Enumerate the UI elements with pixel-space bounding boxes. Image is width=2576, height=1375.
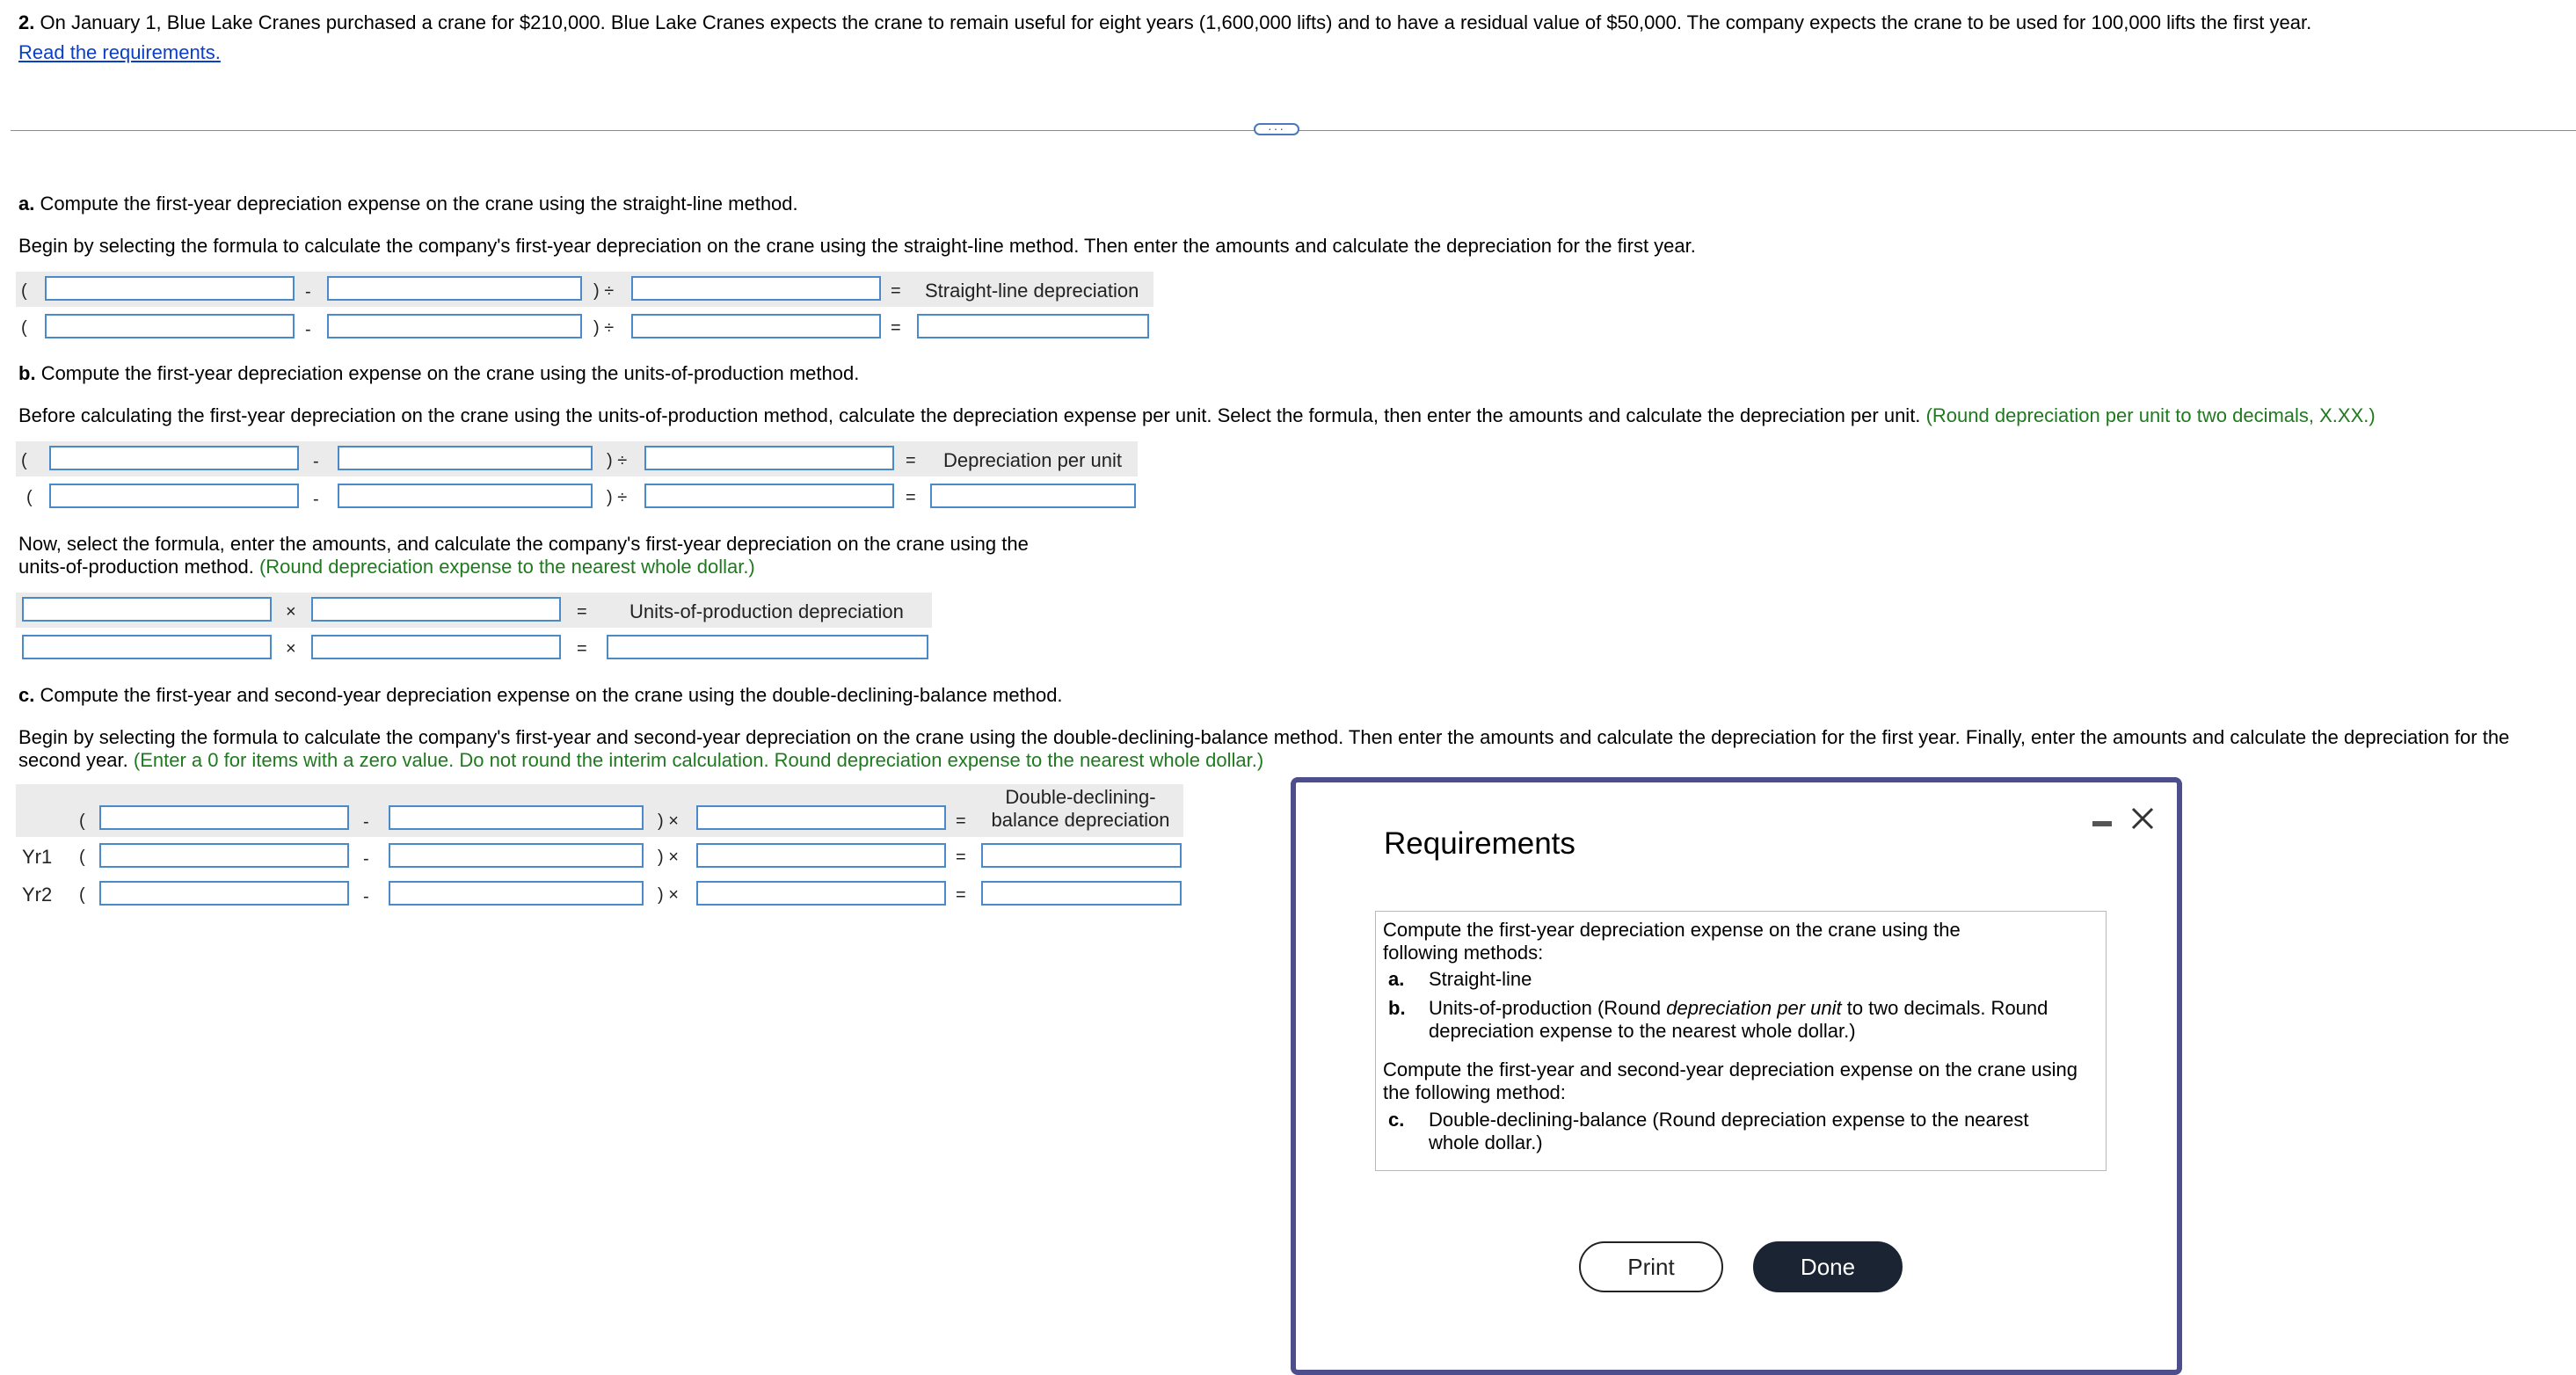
uop-units-select[interactable]: [644, 446, 894, 470]
req-item-b-line2: depreciation expense to the nearest whole dollar.): [1429, 1020, 1856, 1042]
req-item-b-text1: Units-of-production (Round: [1429, 997, 1667, 1019]
row-label-yr2: Yr2: [22, 884, 53, 906]
close-multiply: ) ×: [658, 848, 679, 867]
expand-ellipsis-button[interactable]: ···: [1254, 123, 1299, 135]
ddb-yr2-book-value-input[interactable]: [99, 881, 349, 906]
ddb-result-label-line1: Double-declining-: [1005, 786, 1156, 808]
times-sign: ×: [286, 602, 296, 622]
uop-units-input[interactable]: [644, 484, 894, 508]
requirements-list: [1375, 911, 2107, 1171]
open-paren: (: [21, 281, 27, 301]
part-b-title-text: Compute the first-year depreciation expense on the crane using the units-of-production method.: [40, 362, 860, 384]
part-b-instruction2-text: units-of-production method.: [18, 556, 254, 578]
req-item-a: Straight-line: [1429, 968, 1532, 990]
problem-text: On January 1, Blue Lake Cranes purchased a crane for $210,000. Blue Lake Cranes expects the crane to remain useful for eight years (1,600,000 lifts) and to have a residual value of $50,000. The company expects the crane to be used for 100,000 lifts the first year.: [40, 11, 2312, 33]
dialog-title: Requirements: [1384, 826, 1575, 861]
minus-sign: -: [313, 452, 319, 471]
ddb-yr2-depreciation-input[interactable]: [981, 881, 1182, 906]
ddb-yr1-accum-dep-input[interactable]: [389, 843, 644, 868]
equals-sign: =: [891, 318, 901, 338]
part-c-letter: c.: [18, 684, 35, 706]
minus-sign: -: [363, 849, 369, 869]
ddb-yr2-accum-dep-input[interactable]: [389, 881, 644, 906]
req-intro1-line2: following methods:: [1383, 942, 1544, 964]
ddb-yr1-depreciation-input[interactable]: [981, 843, 1182, 868]
req-item-a-letter: a.: [1388, 968, 1405, 990]
req-item-c-letter: c.: [1388, 1109, 1405, 1131]
part-b-instruction2-line2: [18, 556, 755, 578]
ddb-yr2-rate-input[interactable]: [696, 881, 946, 906]
req-item-b-text2: to two decimals. Round: [1841, 997, 2048, 1019]
close-icon[interactable]: [2129, 805, 2156, 832]
open-paren: (: [79, 811, 85, 831]
sl-depreciation-input[interactable]: [917, 314, 1149, 338]
requirements-dialog: [1291, 777, 2182, 1375]
part-b-letter: b.: [18, 362, 36, 384]
ddb-result-label-line2: balance depreciation: [991, 809, 1170, 831]
sl-life-input[interactable]: [631, 314, 881, 338]
read-requirements-link[interactable]: Read the requirements.: [18, 41, 221, 63]
req-intro2-line1: Compute the first-year and second-year depreciation expense on the crane using: [1383, 1059, 2078, 1080]
req-item-c-line2: whole dollar.): [1429, 1131, 1543, 1153]
ddb-book-value-select[interactable]: [99, 805, 349, 830]
open-paren: (: [21, 451, 27, 470]
equals-sign: =: [577, 639, 587, 658]
close-divide: ) ÷: [593, 318, 615, 338]
req-item-b-line1: [1429, 997, 2048, 1020]
sl-result-label: Straight-line depreciation: [925, 280, 1139, 302]
sl-cost-input[interactable]: [45, 314, 295, 338]
uop-residual-input[interactable]: [338, 484, 593, 508]
minus-sign: -: [305, 320, 311, 339]
done-button[interactable]: Done: [1753, 1241, 1903, 1292]
uop-lifts-select[interactable]: [311, 597, 561, 622]
req-item-c-line1: Double-declining-balance (Round depreciation expense to the nearest: [1429, 1109, 2029, 1131]
problem-statement: [18, 11, 2311, 34]
equals-sign: =: [956, 811, 966, 831]
equals-sign: =: [577, 602, 587, 622]
close-multiply: ) ×: [658, 885, 679, 905]
uop-rate-amount-input[interactable]: [22, 635, 272, 659]
print-button[interactable]: Print: [1579, 1241, 1723, 1292]
equals-sign: =: [956, 885, 966, 905]
part-b-hint2: (Round depreciation expense to the nearest whole dollar.): [258, 556, 755, 578]
equals-sign: =: [906, 488, 916, 507]
part-a-instruction: Begin by selecting the formula to calculate the company's first-year depreciation on the crane using the straight-line method. Then enter the amounts and calculate the depreciation for the first year.: [18, 235, 1696, 257]
req-item-b-emphasis: depreciation per unit: [1666, 997, 1842, 1019]
uop-rate-select[interactable]: [22, 597, 272, 622]
uop-lifts-input[interactable]: [311, 635, 561, 659]
uop-depreciation-input[interactable]: [607, 635, 928, 659]
equals-sign: =: [906, 451, 916, 470]
close-divide: ) ÷: [593, 281, 615, 301]
part-c-instruction-text: second year.: [18, 749, 128, 771]
part-b-instruction: [18, 404, 2376, 427]
req-intro1-line1: Compute the first-year depreciation expense on the crane using the: [1383, 919, 1961, 941]
uop-cost-select[interactable]: [49, 446, 299, 470]
times-sign: ×: [286, 639, 296, 658]
open-paren: (: [21, 318, 27, 338]
ddb-rate-select[interactable]: [696, 805, 946, 830]
part-b-title: [18, 362, 859, 385]
ddb-accum-dep-select[interactable]: [389, 805, 644, 830]
minus-sign: -: [305, 282, 311, 302]
part-b-instruction2-line1: Now, select the formula, enter the amounts, and calculate the company's first-year depreciation on the crane using the: [18, 533, 1029, 555]
part-b-instruction-text: Before calculating the first-year depreciation on the crane using the units-of-production method, calculate the depreciation expense per unit. Select the formula, then enter the amounts and calculate the depreciation per unit.: [18, 404, 1921, 426]
sl-residual-input[interactable]: [327, 314, 582, 338]
open-paren: (: [26, 488, 33, 507]
minus-sign: -: [363, 887, 369, 906]
req-intro2-line2: the following method:: [1383, 1081, 1566, 1103]
part-a-title: [18, 193, 798, 215]
sl-cost-select[interactable]: [45, 276, 295, 301]
sl-life-select[interactable]: [631, 276, 881, 301]
problem-number: 2.: [18, 11, 35, 33]
part-c-hint: (Enter a 0 for items with a zero value. Do not round the interim calculation. Round depreciation expense to the nearest whole dollar.): [133, 749, 1264, 771]
part-c-title: [18, 684, 1063, 707]
uop-residual-select[interactable]: [338, 446, 593, 470]
ddb-yr1-rate-input[interactable]: [696, 843, 946, 868]
minus-sign: -: [363, 812, 369, 832]
ddb-yr1-book-value-input[interactable]: [99, 843, 349, 868]
equals-sign: =: [956, 848, 966, 867]
uop-cost-input[interactable]: [49, 484, 299, 508]
part-c-instruction-line1: Begin by selecting the formula to calculate the company's first-year and second-year depreciation on the crane using the double-declining-balance method. Then enter the amounts and calculate the depreciation for the first year. Finally, enter the amounts and calculate the depreciation for the: [18, 726, 2510, 748]
uop-rate-input[interactable]: [930, 484, 1136, 508]
minus-sign: -: [313, 490, 319, 509]
uop-rate-label: Depreciation per unit: [943, 449, 1123, 471]
open-paren: (: [79, 885, 85, 905]
part-c-title-text: Compute the first-year and second-year depreciation expense on the crane using the double-declining-balance method.: [40, 684, 1063, 706]
part-a-title-text: Compute the first-year depreciation expense on the crane using the straight-line method.: [40, 193, 798, 215]
minimize-icon[interactable]: [2092, 821, 2112, 826]
close-divide: ) ÷: [607, 451, 628, 470]
open-paren: (: [79, 848, 85, 867]
close-multiply: ) ×: [658, 811, 679, 831]
sl-residual-select[interactable]: [327, 276, 582, 301]
close-divide: ) ÷: [607, 488, 628, 507]
req-item-b-letter: b.: [1388, 997, 1406, 1019]
part-a-letter: a.: [18, 193, 35, 215]
equals-sign: =: [891, 281, 901, 301]
row-label-yr1: Yr1: [22, 846, 53, 868]
part-b-hint: (Round depreciation per unit to two decimals, X.XX.): [1925, 404, 2376, 426]
uop-depreciation-label: Units-of-production depreciation: [629, 600, 904, 622]
part-c-instruction-line2: [18, 749, 1263, 772]
